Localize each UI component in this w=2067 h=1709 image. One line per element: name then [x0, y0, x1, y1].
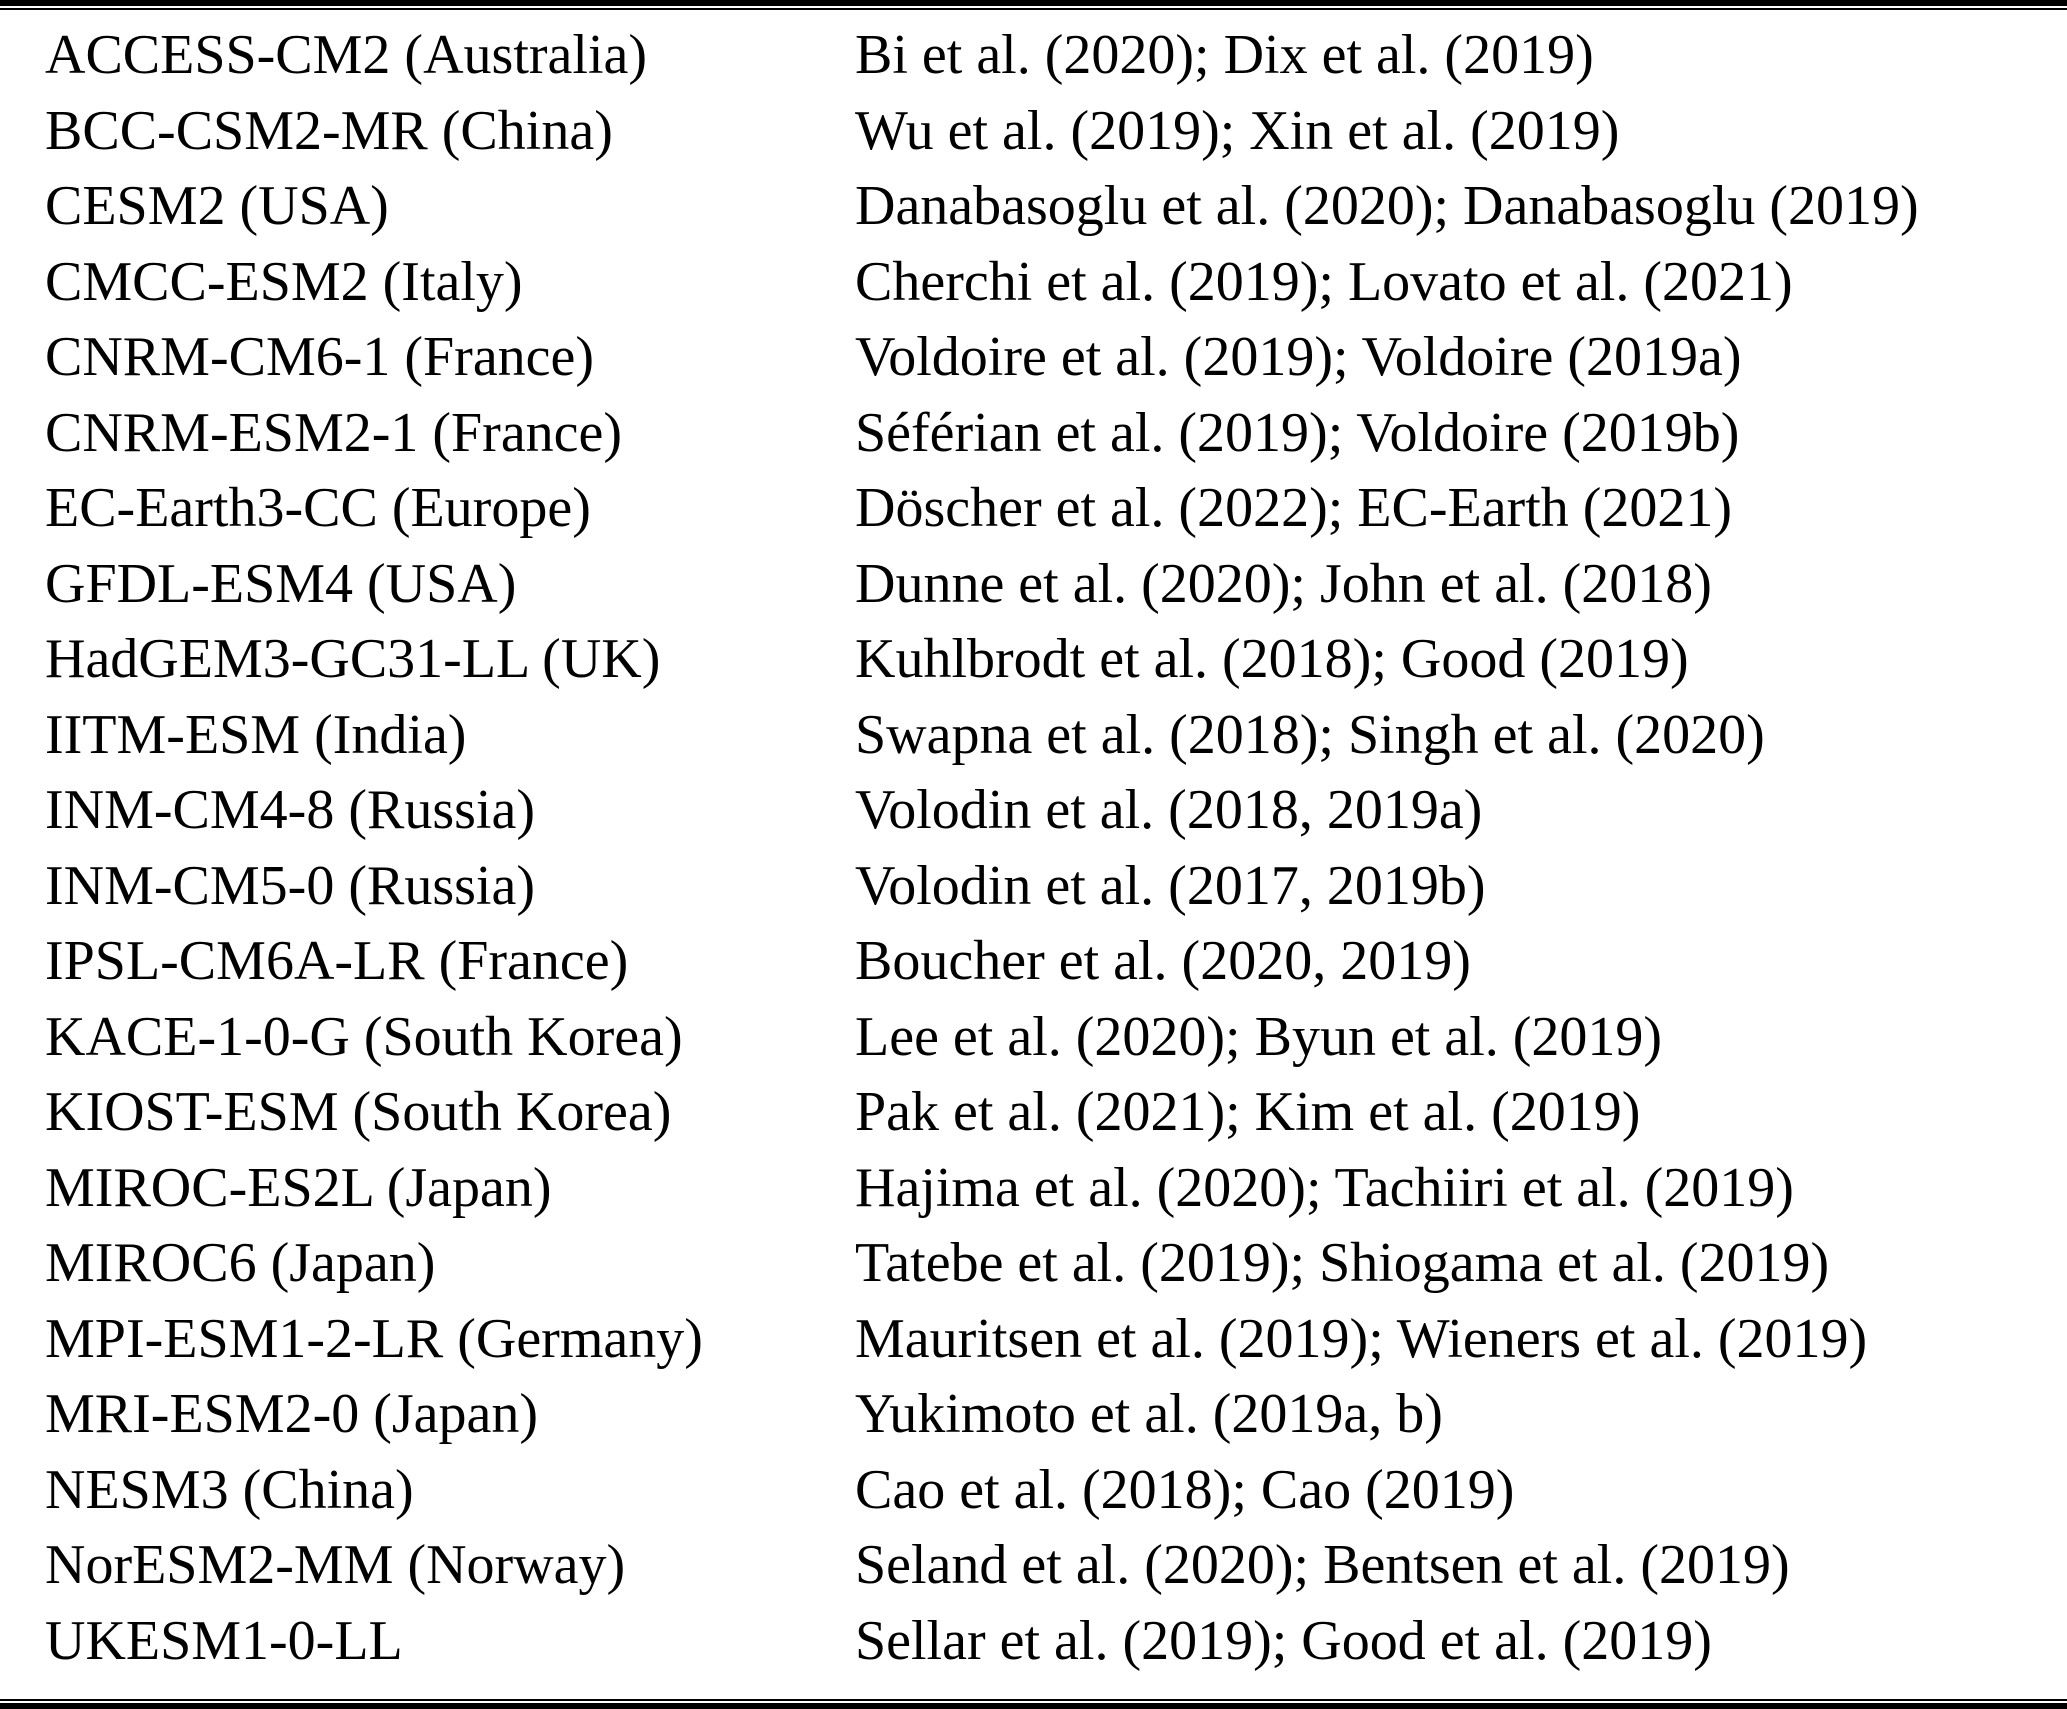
table-row: [45, 1226, 2067, 1302]
model-name: INM-CM5-0 (Russia): [45, 854, 535, 917]
model-name: KIOST-ESM (South Korea): [45, 1081, 672, 1143]
model-name: HadGEM3-GC31-LL (UK): [45, 628, 661, 690]
model-references: Yukimoto et al. (2019a, b): [855, 1383, 1443, 1445]
model-name: IPSL-CM6A-LR (France): [45, 930, 629, 992]
model-name: MRI-ESM2-0 (Japan): [45, 1383, 539, 1445]
table-row: [45, 547, 2067, 623]
model-name: IITM-ESM (India): [45, 703, 467, 766]
table-row: [45, 320, 2067, 396]
table-row: [45, 1000, 2067, 1076]
model-name: MIROC6 (Japan): [45, 1232, 436, 1294]
model-references: Dunne et al. (2020); John et al. (2018): [855, 552, 1712, 615]
table-row: [45, 1151, 2067, 1227]
table-row: [45, 169, 2067, 245]
model-name: BCC-CSM2-MR (China): [45, 99, 613, 162]
table-row: [45, 1377, 2067, 1453]
table-body: [0, 10, 2067, 1679]
table-row: [45, 1453, 2067, 1529]
table-row: [45, 471, 2067, 547]
table-row: [45, 1302, 2067, 1378]
table-row: [45, 18, 2067, 94]
table-row: [45, 622, 2067, 698]
table-row: [45, 924, 2067, 1000]
model-name: CMCC-ESM2 (Italy): [45, 250, 523, 313]
model-references: Tatebe et al. (2019); Shiogama et al. (2019): [855, 1232, 1830, 1294]
table-row: [45, 849, 2067, 925]
table-row: [45, 698, 2067, 774]
model-references: Wu et al. (2019); Xin et al. (2019): [855, 99, 1620, 162]
model-references: Cherchi et al. (2019); Lovato et al. (2021): [855, 250, 1793, 313]
table-row: [45, 1075, 2067, 1151]
model-references: Volodin et al. (2017, 2019b): [855, 854, 1486, 917]
model-name: EC-Earth3-CC (Europe): [45, 477, 591, 539]
model-name: NorESM2-MM (Norway): [45, 1534, 626, 1596]
model-name: CNRM-CM6-1 (France): [45, 326, 595, 388]
model-references: Danabasoglu et al. (2020); Danabasoglu (2019): [855, 175, 1919, 237]
table-row: [45, 245, 2067, 321]
table-row: [45, 1604, 2067, 1680]
table-row: [45, 1528, 2067, 1604]
model-references: Bi et al. (2020); Dix et al. (2019): [855, 24, 1594, 86]
model-references: Mauritsen et al. (2019); Wieners et al. (2019): [855, 1307, 1868, 1370]
model-name: MIROC-ES2L (Japan): [45, 1156, 552, 1219]
model-references: Cao et al. (2018); Cao (2019): [855, 1458, 1515, 1521]
model-references: Boucher et al. (2020, 2019): [855, 930, 1471, 992]
model-name: ACCESS-CM2 (Australia): [45, 24, 647, 86]
table-bottom-spacer: [0, 1679, 2067, 1699]
table-row: [45, 396, 2067, 472]
model-references: Pak et al. (2021); Kim et al. (2019): [855, 1081, 1641, 1143]
model-name: CESM2 (USA): [45, 175, 389, 237]
model-references: Séférian et al. (2019); Voldoire (2019b): [855, 401, 1740, 464]
model-references: Voldoire et al. (2019); Voldoire (2019a): [855, 326, 1742, 388]
model-references: Kuhlbrodt et al. (2018); Good (2019): [855, 628, 1689, 690]
model-name: CNRM-ESM2-1 (France): [45, 401, 623, 464]
model-references: Sellar et al. (2019); Good et al. (2019): [855, 1609, 1712, 1672]
model-name: MPI-ESM1-2-LR (Germany): [45, 1307, 703, 1370]
model-name: GFDL-ESM4 (USA): [45, 552, 517, 615]
model-references: Seland et al. (2020); Bentsen et al. (2019): [855, 1534, 1790, 1596]
table-row: [45, 94, 2067, 170]
model-references: Swapna et al. (2018); Singh et al. (2020): [855, 703, 1765, 766]
table-row: [45, 773, 2067, 849]
model-name: UKESM1-0-LL: [45, 1609, 403, 1672]
model-name: INM-CM4-8 (Russia): [45, 779, 535, 841]
model-references: Döscher et al. (2022); EC-Earth (2021): [855, 477, 1733, 539]
model-references: Volodin et al. (2018, 2019a): [855, 779, 1483, 841]
model-name: NESM3 (China): [45, 1458, 414, 1521]
model-name: KACE-1-0-G (South Korea): [45, 1005, 683, 1068]
table-bottom-rule-thick: [0, 1703, 2067, 1709]
model-references: Hajima et al. (2020); Tachiiri et al. (2019): [855, 1156, 1794, 1219]
model-references: Lee et al. (2020); Byun et al. (2019): [855, 1005, 1663, 1068]
